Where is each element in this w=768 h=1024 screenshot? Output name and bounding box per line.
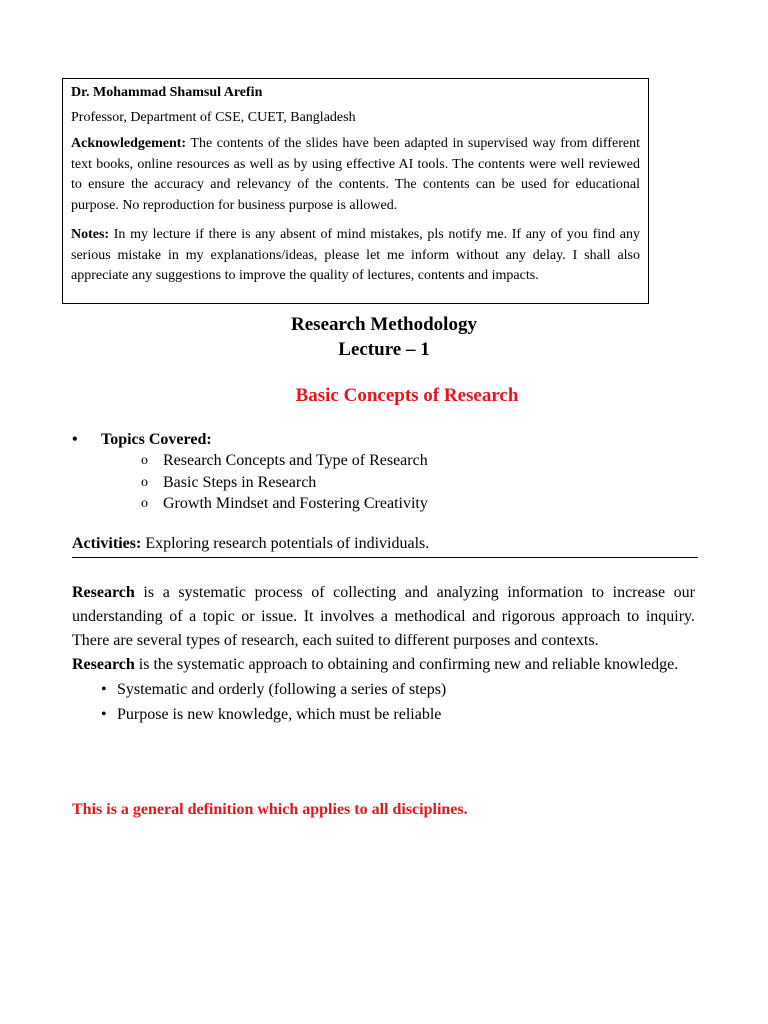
paragraph-text: is the systematic approach to obtaining and confirming new and reliable knowledge. xyxy=(134,656,679,673)
acknowledgement-label: Acknowledgement: xyxy=(71,136,187,151)
activities-text: Exploring research potentials of individuals. xyxy=(141,535,430,552)
course-title: Research Methodology xyxy=(291,314,477,335)
research-term: Research xyxy=(72,656,135,673)
circle-bullet-icon: o xyxy=(141,453,148,468)
author-name: Dr. Mohammad Shamsul Arefin xyxy=(71,85,263,100)
list-item xyxy=(72,702,695,727)
research-term: Research xyxy=(72,584,135,601)
research-paragraph-1 xyxy=(72,581,695,653)
acknowledgement-text: The contents of the slides have been adapted in supervised way from different text books, online resources as well as by using effective AI tools. The contents were well reviewed to ensure the accuracy and relevancy of the contents. The contents can be used for educational purpose. No reproduction for business purpose is allowed. xyxy=(71,136,640,213)
bullet-icon: • xyxy=(72,431,78,448)
definition-note: This is a general definition which applies to all disciplines. xyxy=(72,801,468,818)
author-affiliation: Professor, Department of CSE, CUET, Bangladesh xyxy=(71,110,356,125)
notes-text: In my lecture if there is any absent of mind mistakes, pls notify me. If any of you find any serious mistake in my explanations/ideas, please let me inform without any delay. I shall also appreciate any suggestions to improve the quality of lectures, contents and impacts. xyxy=(71,227,640,283)
acknowledgement-paragraph xyxy=(71,134,640,216)
bullet-text: Purpose is new knowledge, which must be reliable xyxy=(117,706,442,723)
topics-heading: Topics Covered: xyxy=(101,431,212,448)
topic-text: Growth Mindset and Fostering Creativity xyxy=(163,495,428,512)
bullet-text: Systematic and orderly (following a series of steps) xyxy=(117,681,447,698)
activities-line xyxy=(72,534,698,558)
topics-section xyxy=(72,430,712,515)
topic-text: Research Concepts and Type of Research xyxy=(163,452,428,469)
definition-bullet-list xyxy=(72,677,695,727)
lecture-number: Lecture – 1 xyxy=(338,339,430,360)
topics-heading-row xyxy=(72,430,712,450)
list-item xyxy=(72,450,712,472)
activities-label: Activities: xyxy=(72,535,142,552)
research-definition-section xyxy=(72,581,695,727)
lecture-subtitle: Basic Concepts of Research xyxy=(295,385,519,406)
notes-paragraph xyxy=(71,225,640,287)
bullet-icon: • xyxy=(101,681,107,698)
bullet-icon: • xyxy=(101,706,107,723)
list-item xyxy=(72,472,712,494)
notes-label: Notes: xyxy=(71,227,110,242)
circle-bullet-icon: o xyxy=(141,496,148,511)
topics-list xyxy=(72,450,712,515)
list-item xyxy=(72,493,712,515)
paragraph-text: is a systematic process of collecting and analyzing information to increase our understanding of a topic or issue. It involves a methodical and rigorous approach to inquiry. There are several types of research, each suited to different purposes and contexts. xyxy=(72,584,695,649)
research-paragraph-2 xyxy=(72,653,695,677)
list-item xyxy=(72,677,695,702)
author-info-box xyxy=(62,78,649,304)
circle-bullet-icon: o xyxy=(141,474,148,490)
topic-text: Basic Steps in Research xyxy=(163,473,317,491)
